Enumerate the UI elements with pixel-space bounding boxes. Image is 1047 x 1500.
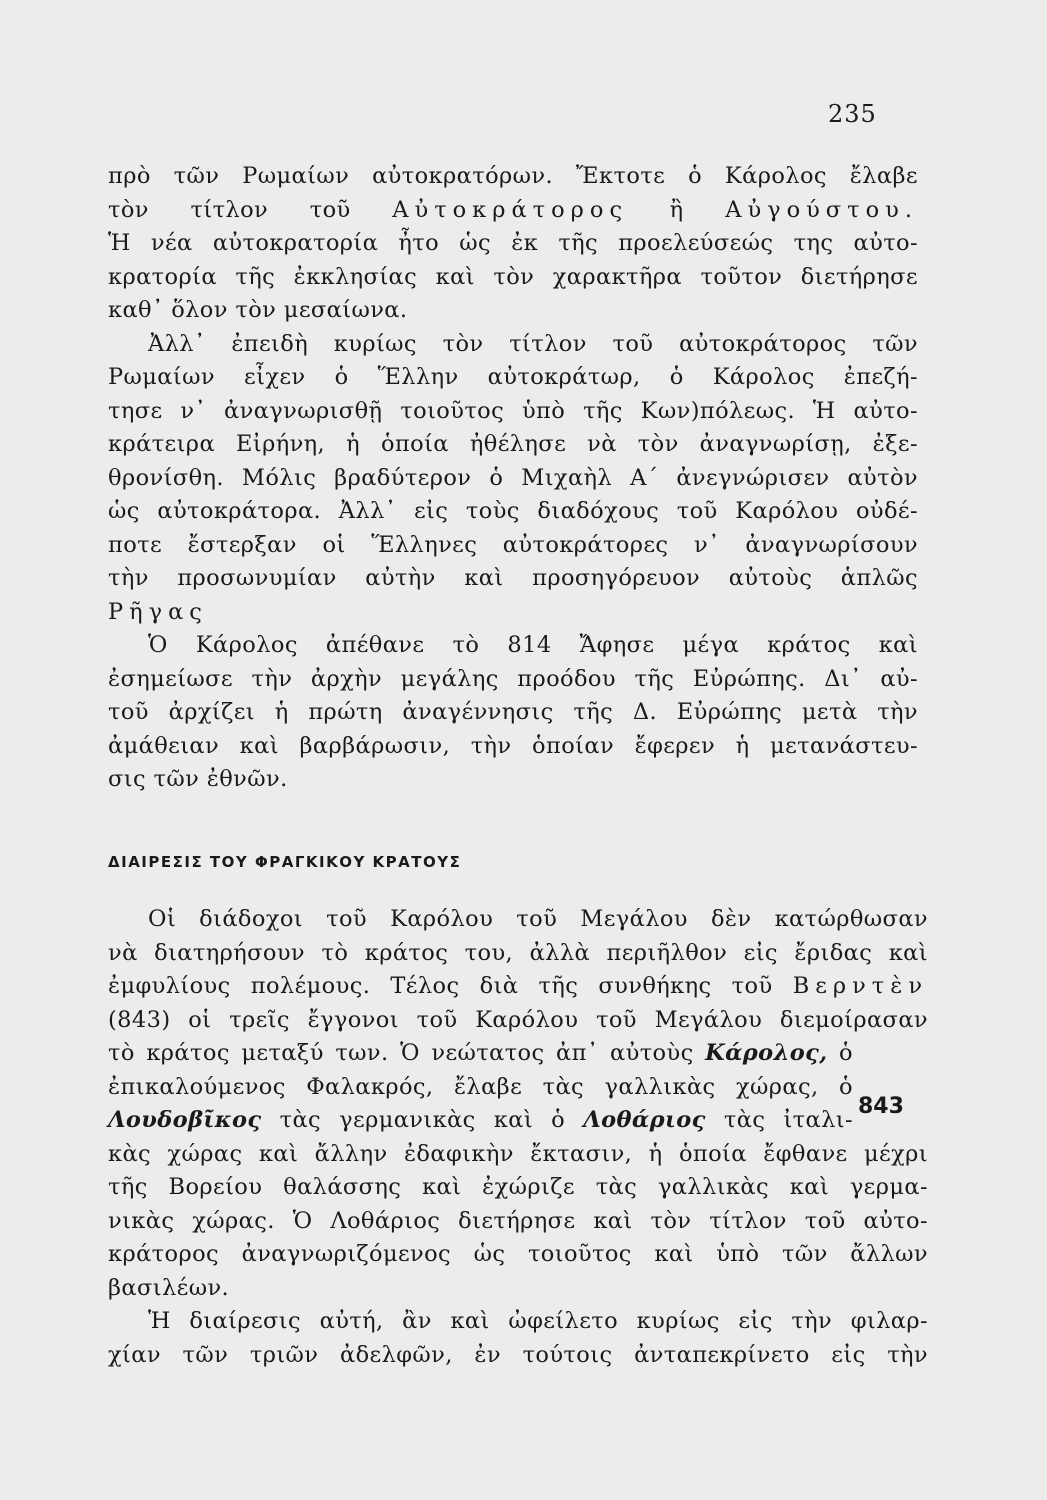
text-line: κὰς χώρας καὶ ἄλλην ἐδαφικὴν ἔκτασιν, ἡ ὁποία ἔφθανε μέχρι bbox=[108, 1140, 928, 1167]
text-line: ποτε ἔστερξαν οἱ Ἕλληνες αὐτοκράτορες ν᾽ ἀναγνωρίσουν bbox=[108, 531, 918, 558]
text-fragment: τὰς γερμανικὰς καὶ ὁ bbox=[261, 1107, 584, 1133]
text-fragment: ἐμφυλίους πολέμους. Τέλος διὰ τῆς συνθήκης τοῦ bbox=[108, 973, 793, 999]
text-line: Ἡ νέα αὐτοκρατορία ἦτο ὡς ἐκ τῆς προελεύσεώς της αὐτο- bbox=[108, 230, 918, 256]
text-line: θρονίσθη. Μόλις βραδύτερον ὁ Μιχαὴλ Α΄ ἀνεγνώρισεν αὐτὸν bbox=[108, 464, 918, 491]
text-fragment: τὸν τίτλον τοῦ bbox=[108, 196, 393, 223]
text-line bbox=[108, 1037, 853, 1071]
text-line bbox=[108, 1104, 853, 1138]
text-fragment: τὰς ἰταλι- bbox=[705, 1107, 853, 1133]
spaced-term: Βερντὲν bbox=[792, 973, 928, 999]
paragraph-division bbox=[108, 1305, 928, 1372]
text-line: Ἀλλ᾽ ἐπειδὴ κυρίως τὸν τίτλον τοῦ αὐτοκράτορος τῶν bbox=[148, 330, 918, 357]
section-heading: ΔΙΑΙΡΕΣΙΣ ΤΟΥ ΦΡΑΓΚΙΚΟΥ ΚΡΑΤΟΥΣ bbox=[108, 853, 462, 871]
text-line: ὡς αὐτοκράτορα. Ἀλλ᾽ εἰς τοὺς διαδόχους τοῦ Καρόλου οὐδέ- bbox=[108, 498, 918, 524]
spaced-term: Αὐγούστου. bbox=[725, 196, 918, 223]
text-line: σις τῶν ἐθνῶν. bbox=[108, 766, 288, 792]
text-line: Οἱ διάδοχοι τοῦ Καρόλου τοῦ Μεγάλου δὲν κατώρθωσαν bbox=[148, 906, 928, 932]
page-number: 235 bbox=[828, 100, 877, 128]
text-line bbox=[108, 194, 918, 228]
name-karolos: Κάρολος, bbox=[705, 1040, 828, 1066]
text-line: τῆς Βορείου θαλάσσης καὶ ἐχώριζε τὰς γαλλικὰς καὶ γερμα- bbox=[108, 1174, 928, 1200]
text-line: βασιλέων. bbox=[108, 1274, 230, 1301]
text-line: ἀμάθειαν καὶ βαρβάρωσιν, τὴν ὁποίαν ἔφερεν ἡ μετανάστευ- bbox=[108, 732, 918, 759]
text-line: κρατορία τῆς ἐκκλησίας καὶ τὸν χαρακτῆρα τοῦτον διετήρησε bbox=[108, 263, 918, 290]
name-lotharios: Λοθάριος bbox=[583, 1107, 706, 1133]
text-line: νὰ διατηρήσουν τὸ κράτος του, ἀλλὰ περιῆλθον εἰς ἔριδας καὶ bbox=[108, 939, 928, 966]
text-line: (843) οἱ τρεῖς ἔγγονοι τοῦ Καρόλου τοῦ Μεγάλου διεμοίρασαν bbox=[108, 1006, 928, 1033]
text-line: ἐσημείωσε τὴν ἀρχὴν μεγάλης προόδου τῆς Εὐρώπης. Δι᾽ αὐ- bbox=[108, 665, 918, 692]
paragraph-charlemagne-title bbox=[108, 160, 918, 328]
paragraph-byzantine-recognition bbox=[108, 328, 918, 630]
paragraph-charlemagne-death bbox=[108, 629, 918, 797]
text-line: Ρῆγας bbox=[108, 598, 208, 625]
text-line: τὴν προσωνυμίαν αὐτὴν καὶ προσηγόρευον αὐτοὺς ἁπλῶς bbox=[108, 565, 918, 591]
text-line: Ὁ Κάρολος ἀπέθανε τὸ 814 Ἄφησε μέγα κράτος καὶ bbox=[148, 632, 918, 658]
text-fragment: τὸ κράτος μεταξύ των. Ὁ νεώτατος ἀπ᾽ αὐτοὺς bbox=[108, 1040, 706, 1066]
text-line: νικὰς χώρας. Ὁ Λοθάριος διετήρησε καὶ τὸν τίτλον τοῦ αὐτο- bbox=[108, 1207, 928, 1234]
spaced-term: Αὐτοκράτορος bbox=[392, 196, 629, 223]
text-line: τησε ν᾽ ἀναγνωρισθῇ τοιοῦτος ὑπὸ τῆς Κων)πόλεως. Ἡ αὐτο- bbox=[108, 397, 918, 424]
text-line bbox=[108, 970, 928, 1004]
text-line: τοῦ ἀρχίζει ἡ πρώτη ἀναγέννησις τῆς Δ. Εὐρώπης μετὰ τὴν bbox=[108, 699, 918, 725]
text-line: χίαν τῶν τριῶν ἀδελφῶν, ἐν τούτοις ἀνταπεκρίνετο εἰς τὴν bbox=[108, 1341, 928, 1368]
text-line: Ρωμαίων εἶχεν ὁ Ἕλλην αὐτοκράτωρ, ὁ Κάρολος ἐπεζή- bbox=[108, 364, 918, 390]
text-line: κράτειρα Εἰρήνη, ἡ ὁποία ἠθέλησε νὰ τὸν ἀναγνωρίσῃ, ἐξε- bbox=[108, 431, 918, 457]
paragraph-verdun-treaty bbox=[108, 903, 928, 1305]
text-fragment: ἢ bbox=[628, 196, 726, 223]
margin-note: 843 bbox=[858, 1094, 904, 1119]
text-line: καθ᾽ ὅλον τὸν μεσαίωνα. bbox=[108, 297, 408, 323]
text-line: κράτορος ἀναγνωριζόμενος ὡς τοιοῦτος καὶ ὑπὸ τῶν ἄλλων bbox=[108, 1241, 928, 1267]
text-line: ἐπικαλούμενος Φαλακρός, ἔλαβε τὰς γαλλικὰς χώρας, ὁ bbox=[108, 1073, 853, 1100]
text-fragment: ὁ bbox=[827, 1040, 853, 1066]
text-line: Ἡ διαίρεσις αὐτή, ἂν καὶ ὠφείλετο κυρίως εἰς τὴν φιλαρ- bbox=[148, 1308, 928, 1334]
text-line: πρὸ τῶν Ρωμαίων αὐτοκρατόρων. Ἔκτοτε ὁ Κάρολος ἔλαβε bbox=[108, 163, 918, 189]
name-loudovikos: Λουδοβῖκος bbox=[108, 1107, 262, 1133]
